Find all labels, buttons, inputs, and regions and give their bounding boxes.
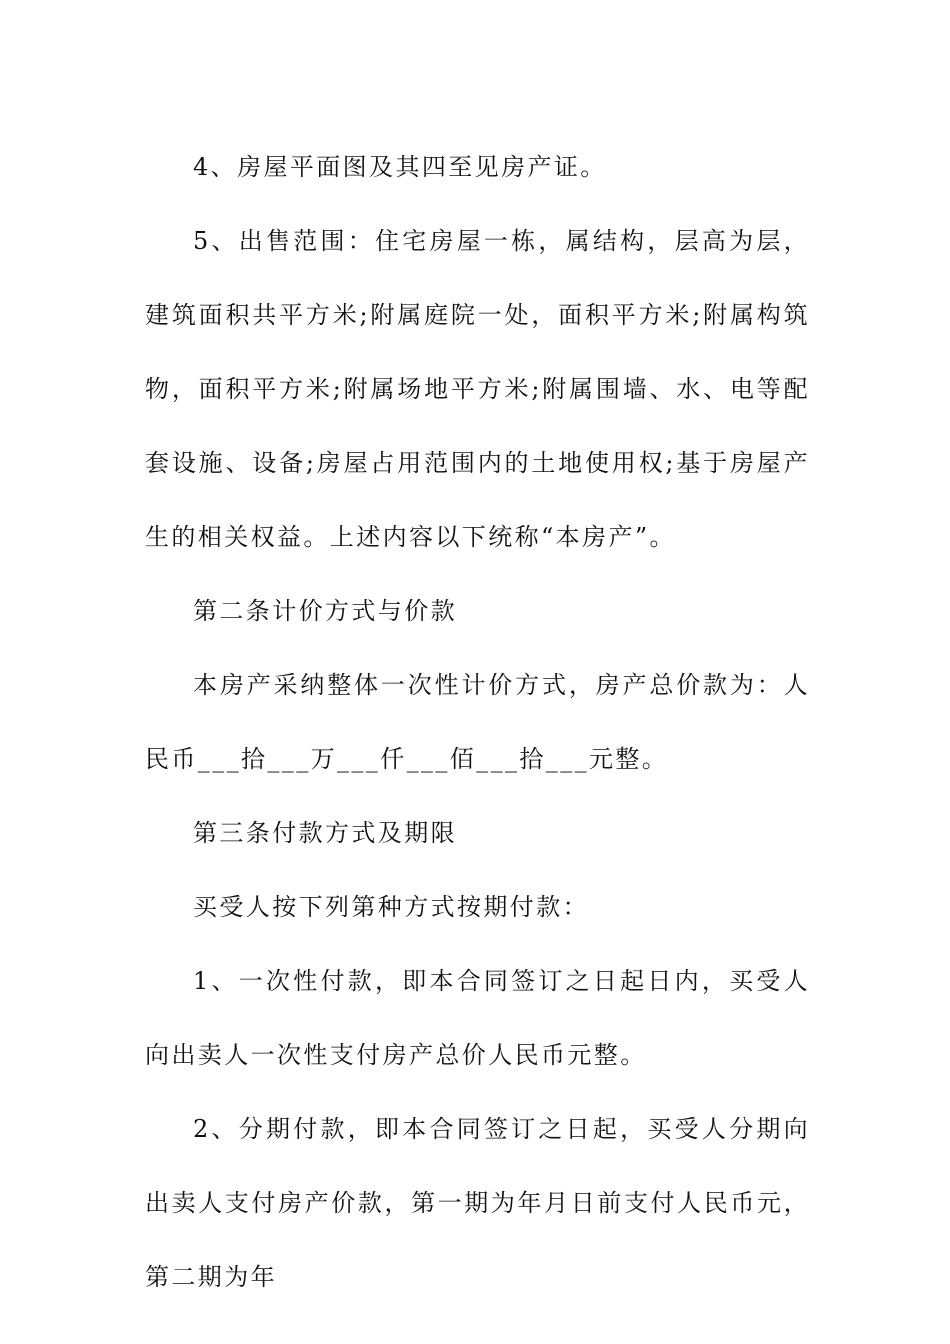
- paragraph-sale-scope: 5、出售范围：住宅房屋一栋，属结构，层高为层，建筑面积共平方米;附属庭院一处，面积平方米;附属构筑物，面积平方米;附属场地平方米;附属围墙、水、电等配套设施、设备;房屋占用范围内的土地使用权;基于房屋产生的相关权益。上述内容以下统称“本房产”。: [145, 227, 810, 551]
- paragraph-pricing: 本房产采纳整体一次性计价方式，房产总价款为：人民币___拾___万___仟___佰___拾___元整。: [145, 671, 810, 773]
- paragraph-payment-method: 买受人按下列第种方式按期付款：: [193, 893, 589, 921]
- document-body: [145, 130, 810, 1314]
- paragraph-floor-plan: 4、房屋平面图及其四至见房产证。: [193, 153, 607, 181]
- paragraph-lump-sum-payment: 1、一次性付款，即本合同签订之日起日内，买受人向出卖人一次性支付房产总价人民币元整。: [145, 967, 810, 1069]
- heading-article-2: 第二条计价方式与价款: [193, 597, 457, 625]
- paragraph-installment-payment: 2、分期付款，即本合同签订之日起，买受人分期向出卖人支付房产价款，第一期为年月日前支付人民币元，第二期为年: [145, 1115, 810, 1291]
- heading-article-3: 第三条付款方式及期限: [193, 819, 457, 847]
